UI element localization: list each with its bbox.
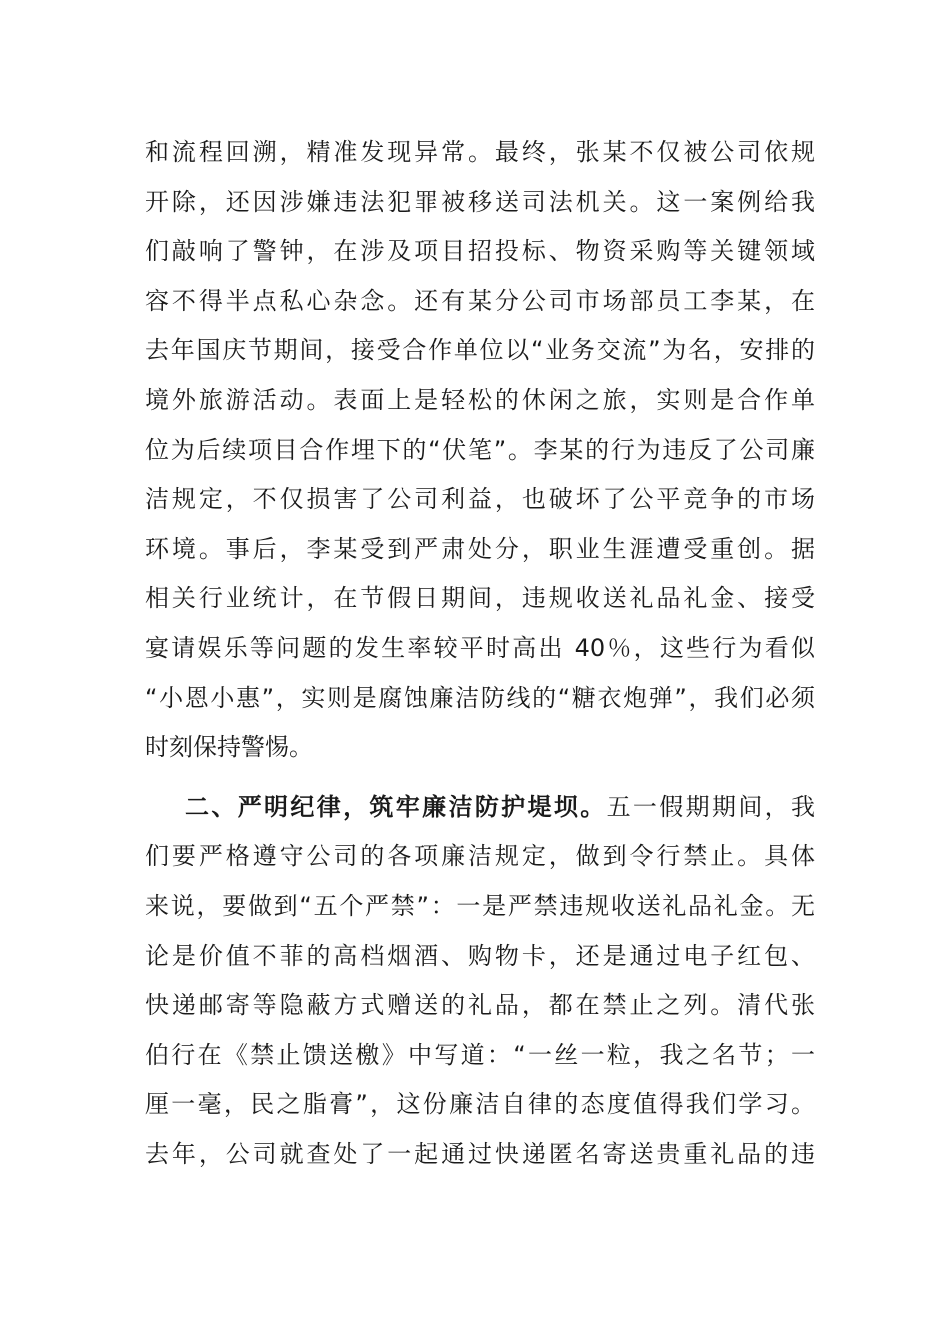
text-line: 厘一毫，民之脂膏”，这份廉洁自律的态度值得我们学习。 [145, 1090, 815, 1119]
section-heading: 二、严明纪律，筑牢廉洁防护堤坝。 [185, 792, 607, 821]
text-line: 时刻保持警惕。 [145, 733, 313, 762]
text-line: 相关行业统计，在节假日期间，违规收送礼品礼金、接受 [145, 584, 815, 613]
text-line: 位为后续项目合作埋下的“伏笔”。李某的行为违反了公司廉 [145, 435, 815, 464]
text-line: 伯行在《禁止馈送檄》中写道：“一丝一粒，我之名节；一 [145, 1040, 815, 1069]
text-line: 们敲响了警钟，在涉及项目招投标、物资采购等关键领域 [145, 237, 815, 266]
document-body [145, 128, 815, 1179]
text-line: 来说，要做到“五个严禁”：一是严禁违规收送礼品礼金。无 [145, 891, 815, 920]
text-line: 境外旅游活动。表面上是轻松的休闲之旅，实则是合作单 [145, 385, 815, 414]
text-line: 论是价值不菲的高档烟酒、购物卡，还是通过电子红包、 [145, 941, 815, 970]
paragraph-case-examples [145, 128, 815, 773]
text-line: 去年国庆节期间，接受合作单位以“业务交流”为名，安排的 [145, 336, 815, 365]
text-line: 快递邮寄等隐蔽方式赠送的礼品，都在禁止之列。清代张 [145, 991, 815, 1020]
text-line: 宴请娱乐等问题的发生率较平时高出 40％，这些行为看似 [145, 633, 815, 662]
text-line: 开除，还因涉嫌违法犯罪被移送司法机关。这一案例给我 [145, 187, 815, 216]
text-line: 环境。事后，李某受到严肃处分，职业生涯遭受重创。据 [145, 534, 815, 563]
text-line: 和流程回溯，精准发现异常。最终，张某不仅被公司依规 [145, 138, 815, 166]
heading-followup-text: 五一假期期间，我 [606, 792, 815, 821]
text-line: 洁规定，不仅损害了公司利益，也破坏了公平竞争的市场 [145, 485, 815, 514]
text-line: 去年，公司就查处了一起通过快递匿名寄送贵重礼品的违 [145, 1139, 815, 1168]
paragraph-discipline [145, 783, 815, 1180]
text-line: “小恩小惠”，实则是腐蚀廉洁防线的“糖衣炮弹”，我们必须 [145, 683, 815, 712]
text-line: 们要严格遵守公司的各项廉洁规定，做到令行禁止。具体 [145, 842, 815, 871]
paragraph-first-line [145, 783, 815, 833]
text-line: 容不得半点私心杂念。还有某分公司市场部员工李某，在 [145, 286, 815, 315]
